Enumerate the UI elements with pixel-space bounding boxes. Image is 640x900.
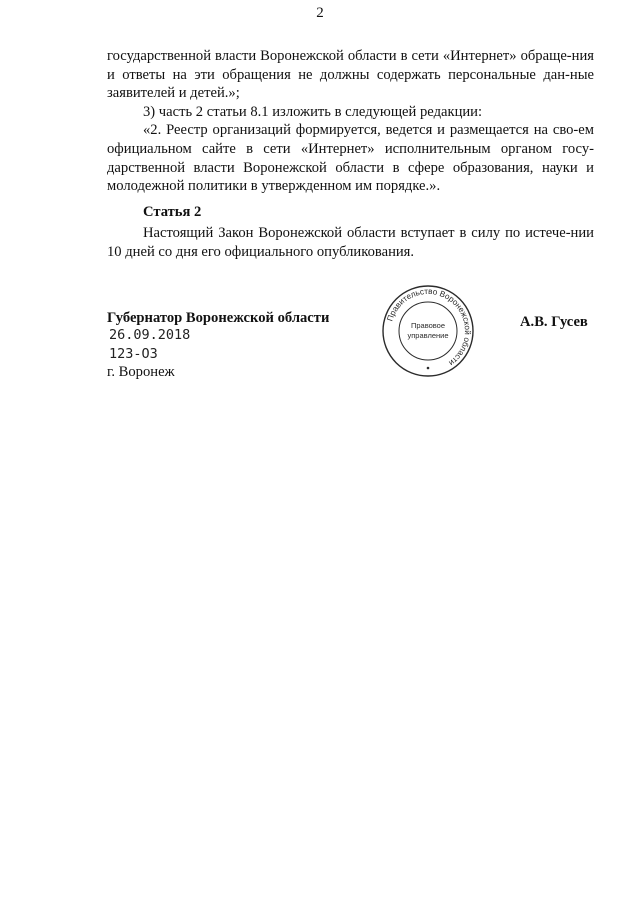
- page-number: 2: [316, 5, 324, 21]
- signing-date: 26.09.2018: [109, 327, 191, 343]
- signatory-title: Губернатор Воронежской области: [107, 310, 330, 326]
- stamp-outer-text: Правительство Воронежской области: [385, 286, 473, 368]
- paragraph-registry: «2. Реестр организаций формируется, ведется и размещается на сво-ем официальном сайте в сети «Интернет» исполнительным органом госу-дарственной власти Воронежской области в сфере образования, науки и молодежной политики в утвержденном им порядке.».: [107, 122, 594, 195]
- signing-city: г. Воронеж: [107, 364, 175, 380]
- signatory-name: А.В. Гусев: [520, 314, 588, 330]
- article-heading: Статья 2: [143, 203, 202, 220]
- law-number: 123-ОЗ: [109, 346, 158, 362]
- stamp-inner-line-2: управление: [407, 331, 449, 340]
- paragraph-item-3: 3) часть 2 статьи 8.1 изложить в следующей редакции:: [143, 103, 483, 120]
- stamp-inner-line-1: Правовое: [410, 321, 446, 330]
- body-text: [107, 47, 594, 262]
- paragraph-entry-into-force: Настоящий Закон Воронежской области вступает в силу по истече-нии 10 дней со дня его официального опубликования.: [107, 225, 594, 260]
- official-stamp: [381, 284, 475, 378]
- paragraph-continuation: государственной власти Воронежской области в сети «Интернет» обраще-ния и ответы на эти обращения не должны содержать персональные дан-ные заявителей и детей.»;: [107, 48, 594, 102]
- stamp-dot: [427, 367, 430, 370]
